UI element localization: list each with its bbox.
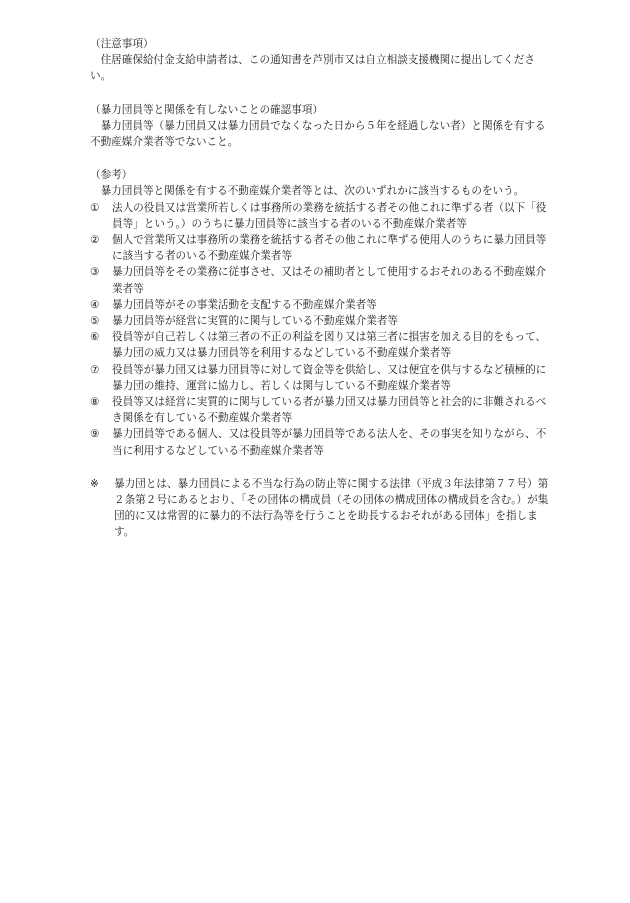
reference-heading: （参考） [90,169,133,182]
list-item [90,329,552,361]
item-marker: ⑦ [90,363,100,376]
confirmation-heading: （暴力団員等と関係を有しないことの確認事項） [90,103,324,116]
item-marker: ② [90,234,100,247]
item-marker: ⑨ [90,428,100,441]
item-text: 役員等が暴力団又は暴力団員等に対して資金等を供給し、又は便宜を供与するなど積極的に暴力団の維持、運営に協力し、若しくは関与している不動産媒介業者等 [112,363,547,392]
notice-section [90,36,552,85]
item-marker: ④ [90,298,100,311]
confirmation-body: 暴力団員等（暴力団員又は暴力団員でなくなった日から５年を経過しない者）と関係を有する不動産媒介業者等でないこと。 [90,119,546,149]
footnote [90,476,552,541]
reference-intro: 暴力団員等と関係を有する不動産媒介業者等とは、次のいずれかに該当するものをいう。 [100,185,525,198]
document-page [90,36,552,541]
item-text: 法人の役員又は営業所若しくは事務所の業務を統括する者その他これに準ずる者（以下「役員等」という。）のうちに暴力団員等に該当する者のいる不動産媒介業者等 [112,201,547,230]
item-marker: ③ [90,266,100,279]
item-text: 暴力団員等である個人、又は役員等が暴力団員等である法人を、その事実を知りながら、不当に利用するなどしている不動産媒介業者等 [112,428,547,457]
footnote-marker: ※ [90,477,99,490]
item-text: 個人で営業所又は事務所の業務を統括する者その他これに準ずる使用人のうちに暴力団員等に該当する者のいる不動産媒介業者等 [112,234,547,263]
list-item [90,362,552,394]
reference-list [90,200,552,459]
spacer [90,85,552,102]
notice-body: 住居確保給付金支給申請者は、この通知書を芦別市又は自立相談支援機関に提出してください。 [90,54,535,83]
item-text: 役員等が自己若しくは第三者の不正の利益を図り又は第三者に損害を加える目的をもって、暴力団の威力又は暴力団員等を利用するなどしている不動産媒介業者等 [112,331,547,360]
list-item [90,297,552,313]
list-item [90,264,552,296]
item-text: 暴力団員等が経営に実質的に関与している不動産媒介業者等 [112,315,399,328]
item-marker: ① [90,201,100,214]
footnote-text: 暴力団とは、暴力団員による不当な行為の防止等に関する法律（平成３年法律第７７号）第２条第２号にあるとおり、「その団体の構成員（その団体の構成団体の構成員を含む。）が集団的に又は常習的に暴力的不法行為等を行うことを助長するおそれがある団体」を指します。 [114,477,549,539]
spacer [90,150,552,167]
item-text: 役員等又は経営に実質的に関与している者が暴力団又は暴力団員等と社会的に非難されるべき関係を有している不動産媒介業者等 [112,396,547,425]
item-marker: ⑤ [90,315,100,328]
spacer [90,459,552,476]
list-item [90,426,552,458]
item-text: 暴力団員等がその事業活動を支配する不動産媒介業者等 [112,298,377,311]
item-marker: ⑧ [90,396,100,409]
list-item [90,394,552,426]
confirmation-section [90,102,552,151]
list-item [90,232,552,264]
item-marker: ⑥ [90,331,100,344]
reference-section [90,167,552,459]
notice-heading: （注意事項） [90,38,154,50]
list-item [90,313,552,329]
item-text: 暴力団員等をその業務に従事させ、又はその補助者として使用するおそれのある不動産媒介業者等 [112,266,547,295]
list-item [90,200,552,232]
